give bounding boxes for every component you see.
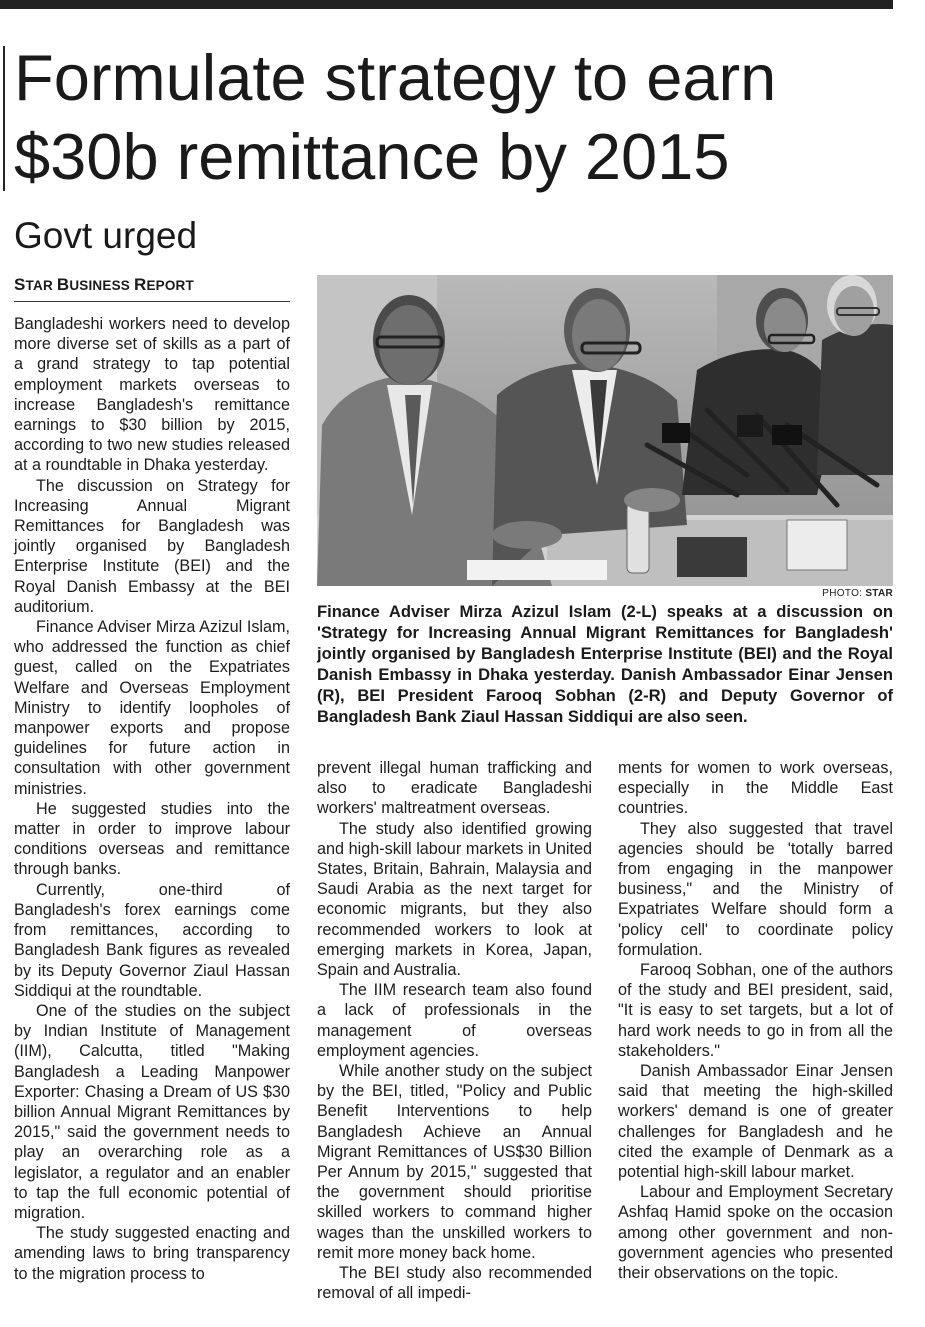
paragraph: The study also identified growing and high-skill labour markets in United States, Britain, Bahrain, Malaysia and Saudi Arabia as the next target for economic migrants, but they also recommended workers to look at emerging markets in Korea, Japan, Spain and Australia. [317,819,592,980]
paragraph: The study suggested enacting and amending laws to bring transparency to the migration process to [14,1224,290,1283]
photo-credit-prefix: PHOTO: [822,588,866,599]
photo-credit [822,588,893,599]
byline-part: EPORT [146,278,194,293]
paragraph: prevent illegal human trafficking and also to eradicate Bangladeshi workers' maltreatment overseas. [317,759,592,818]
paragraph: Danish Ambassador Einar Jensen said that meeting the high-skilled workers' demand is one of greater challenges for Bangladesh and he cited the example of Denmark as a potential high-skill labour market. [618,1062,893,1182]
headline-line-2: $30b remittance by 2015 [14,120,730,193]
article-column-3 [618,758,893,1283]
paragraph: One of the studies on the subject by Indian Institute of Management (IIM), Calcutta, titled "Making Bangladesh a Leading Manpower Exporter: Chasing a Dream of US $30 billion Annual Migrant Remittances by 2015," said the government needs to play an overarching role as a legislator, a regulator and an enabler to tap the full economic potential of migration. [14,1001,290,1222]
subhead: Govt urged [14,215,198,256]
news-photo-illustration [317,275,893,586]
byline-part: S [14,275,26,294]
paragraph: They also suggested that travel agencies should be 'totally barred from engaging in the manpower business," and the Ministry of Expatriates Welfare should form a 'policy cell' to coordinate policy formulation. [618,819,893,959]
paragraph: The BEI study also recommended removal of all impedi- [317,1264,592,1303]
photo-credit-name: STAR [865,588,893,599]
news-photo [317,275,893,586]
byline-part: B [56,275,70,294]
headline-side-rule [3,46,5,191]
paragraph: He suggested studies into the matter in order to improve labour conditions overseas and remittance through banks. [14,799,290,879]
article-column-2 [317,758,592,1303]
paragraph: ments for women to work overseas, especially in the Middle East countries. [618,759,893,818]
paragraph: While another study on the subject by the BEI, titled, "Policy and Public Benefit Interventions to help Bangladesh Achieve an Annual Migrant Remittances of US$30 Billion Per Annum by 2015," suggested that the government should prioritise skilled workers to command higher wages than the unskilled workers to remit more money back home. [317,1062,592,1262]
paragraph: Bangladeshi workers need to develop more diverse set of skills as a part of a grand strategy to tap potential employment markets overseas to increase Bangladesh's remittance earnings to $30 billion by 2015, according to two new studies released at a roundtable in Dhaka yesterday. [14,315,290,475]
paragraph: The IIM research team also found a lack of professionals in the management of overseas employment agencies. [317,981,592,1060]
byline-part: TAR [25,278,57,293]
top-rule [0,0,893,9]
paragraph: Currently, one-third of Bangladesh's forex earnings come from remittances, according to Bangladesh Bank figures as revealed by its Deputy Governor Ziaul Hassan Siddiqui at the roundtable. [14,880,290,1000]
paragraph: Farooq Sobhan, one of the authors of the study and BEI president, said, "It is easy to set targets, but a lot of hard work needs to go in from all the stakeholders." [618,961,893,1060]
headline [14,38,894,196]
article-column-1 [14,314,290,1284]
byline-part: USINESS [69,278,134,293]
photo-caption: Finance Adviser Mirza Azizul Islam (2-L) speaks at a discussion on 'Strategy for Increasing Annual Migrant Remittances for Bangladesh' jointly organised by Bangladesh Enterprise Institute (BEI) and the Royal Danish Embassy in Dhaka yesterday. Danish Ambassador Einar Jensen (R), BEI President Farooq Sobhan (2-R) and Deputy Governor of Bangladesh Bank Ziaul Hassan Siddiqui are also seen. [317,602,893,726]
paragraph: Labour and Employment Secretary Ashfaq Hamid spoke on the occasion among other government and non-government agencies who presented their observations on the topic. [618,1183,893,1283]
byline-part: R [133,275,147,294]
paragraph: Finance Adviser Mirza Azizul Islam, who addressed the function as chief guest, called on the Expatriates Welfare and Overseas Employment Ministry to identify loopholes of manpower exports and propose guidelines for future action in consultation with other government ministries. [14,618,290,798]
headline-line-1: Formulate strategy to earn [14,41,777,114]
byline [14,275,290,302]
paragraph: The discussion on Strategy for Increasing Annual Migrant Remittances for Bangladesh was jointly organised by Bangladesh Enterprise Institute (BEI) and the Royal Danish Embassy at the BEI auditorium. [14,476,290,616]
